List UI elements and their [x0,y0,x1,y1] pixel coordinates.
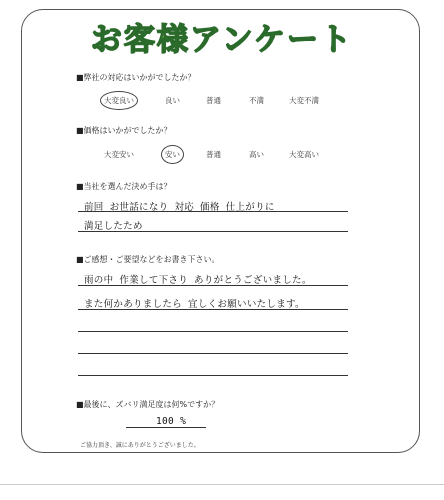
option-price-cheap[interactable]: 安い [165,150,180,159]
option-price-expensive[interactable]: 高い [249,150,264,159]
question-price: ■価格はいかがでしたか？ [76,126,172,135]
option-service-dissatisfied[interactable]: 不満 [249,96,264,105]
option-service-very-good[interactable]: 大変良い [104,96,134,105]
answer-rule [78,211,348,212]
answer-satisfaction-percent: 100 % [156,416,187,427]
answer-rule [78,231,348,232]
option-price-very-expensive[interactable]: 大変高い [289,150,319,159]
answer-comments-line-1: 雨の中 作業して下さり ありがとうございました。 [84,275,312,286]
answer-rule [78,375,348,376]
question-service: ■弊社の対応はいかがでしたか？ [76,73,196,82]
options-price [0,149,444,163]
answer-comments-line-2: また何かありましたら 宜しくお願いいたします。 [84,299,305,310]
answer-rule [78,331,348,332]
option-price-very-cheap[interactable]: 大変安い [104,150,134,159]
answer-rule [78,309,348,310]
question-comments: ■ご感想・ご要望などをお書き下さい。 [76,255,220,264]
option-service-normal[interactable]: 普通 [206,96,221,105]
answer-deciding-factor-line-1: 前回 お世話になり 対応 価格 仕上がりに [84,202,275,213]
thank-you-note: ご協力頂き、誠にありがとうございました。 [80,442,200,449]
options-service [0,95,444,109]
question-satisfaction: ■最後に、ズバリ満足度は何%ですか？ [76,400,220,409]
option-service-very-dissatisfied[interactable]: 大変不満 [289,96,319,105]
answer-deciding-factor-line-2: 満足したため [84,221,143,232]
answer-rule [78,285,348,286]
survey-title: お客様アンケート [90,22,354,58]
page-bottom-rule [0,484,444,485]
satisfaction-rule [126,427,206,428]
answer-rule [78,353,348,354]
question-deciding-factor: ■当社を選んだ決め手は？ [76,182,172,191]
option-service-good[interactable]: 良い [165,96,180,105]
option-price-normal[interactable]: 普通 [206,150,221,159]
